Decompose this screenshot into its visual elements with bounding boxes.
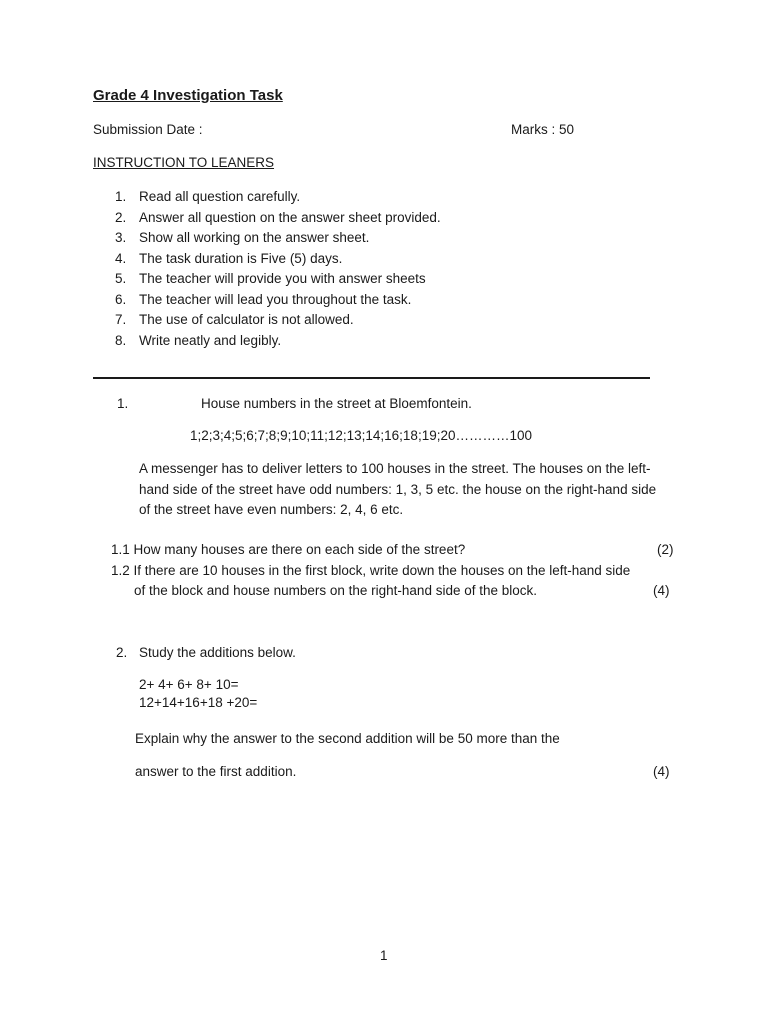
question-1-2-text-line1: 1.2 If there are 10 houses in the first block, write down the houses on the left-hand side — [111, 563, 631, 578]
instruction-number: 2. — [115, 209, 127, 225]
instruction-number: 1. — [115, 189, 127, 204]
section-divider — [93, 377, 650, 379]
instructions-list — [115, 187, 441, 351]
addition-1: 2+ 4+ 6+ 8+ 10= — [139, 677, 239, 692]
question-1-1-marks: (2) — [657, 542, 674, 557]
submission-date-label: Submission Date : — [93, 122, 203, 137]
addition-2: 12+14+16+18 +20= — [139, 695, 258, 710]
instruction-text: The task duration is Five (5) days. — [139, 250, 343, 266]
instruction-number: 7. — [115, 312, 127, 327]
instruction-item — [115, 310, 441, 331]
instruction-text: Read all question carefully. — [139, 189, 301, 204]
question-2-marks: (4) — [653, 764, 670, 779]
question-1-paragraph: A messenger has to deliver letters to 100 houses in the street. The houses on the left-hand side of the street have odd numbers: 1, 3, 5 etc. the house on the right-hand side of the street have even numbers: 2, 4, 6 etc. — [139, 461, 657, 517]
instruction-item — [115, 269, 441, 290]
instruction-text: The use of calculator is not allowed. — [139, 312, 354, 327]
question-1-number: 1. — [117, 396, 129, 411]
instruction-text: The teacher will lead you throughout the task. — [139, 291, 412, 307]
question-1-2-text-line2: of the block and house numbers on the right-hand side of the block. — [134, 583, 538, 598]
question-2-title: Study the additions below. — [139, 645, 296, 660]
total-marks-label: Marks : 50 — [511, 122, 575, 137]
question-1-1-text: 1.1 How many houses are there on each side of the street? — [111, 542, 466, 557]
instruction-text: Write neatly and legibly. — [139, 332, 282, 348]
document-title: Grade 4 Investigation Task — [93, 87, 283, 104]
question-2-explain-line1: Explain why the answer to the second addition will be 50 more than the — [135, 731, 560, 746]
instruction-number: 8. — [115, 332, 127, 348]
instruction-number: 4. — [115, 250, 127, 266]
question-1-2-marks: (4) — [653, 583, 670, 598]
instruction-text: Show all working on the answer sheet. — [139, 230, 370, 245]
instruction-item — [115, 290, 441, 311]
instructions-heading: INSTRUCTION TO LEANERS — [93, 155, 275, 170]
instruction-text: The teacher will provide you with answer sheets — [139, 271, 426, 286]
question-1-title: House numbers in the street at Bloemfontein. — [201, 396, 472, 411]
instruction-item — [115, 228, 441, 249]
instruction-number: 5. — [115, 271, 127, 286]
house-number-sequence: 1;2;3;4;5;6;7;8;9;10;11;12;13;14;16;18;19;20…………100 — [190, 428, 533, 443]
instruction-number: 6. — [115, 291, 127, 307]
question-2-number: 2. — [116, 645, 128, 660]
page-number: 1 — [380, 948, 388, 963]
instruction-item — [115, 187, 441, 208]
instruction-item — [115, 331, 441, 352]
question-2-explain-line2: answer to the first addition. — [135, 764, 297, 779]
instruction-item — [115, 249, 441, 270]
instruction-text: Answer all question on the answer sheet provided. — [139, 209, 441, 225]
instruction-item — [115, 208, 441, 229]
instruction-number: 3. — [115, 230, 127, 245]
